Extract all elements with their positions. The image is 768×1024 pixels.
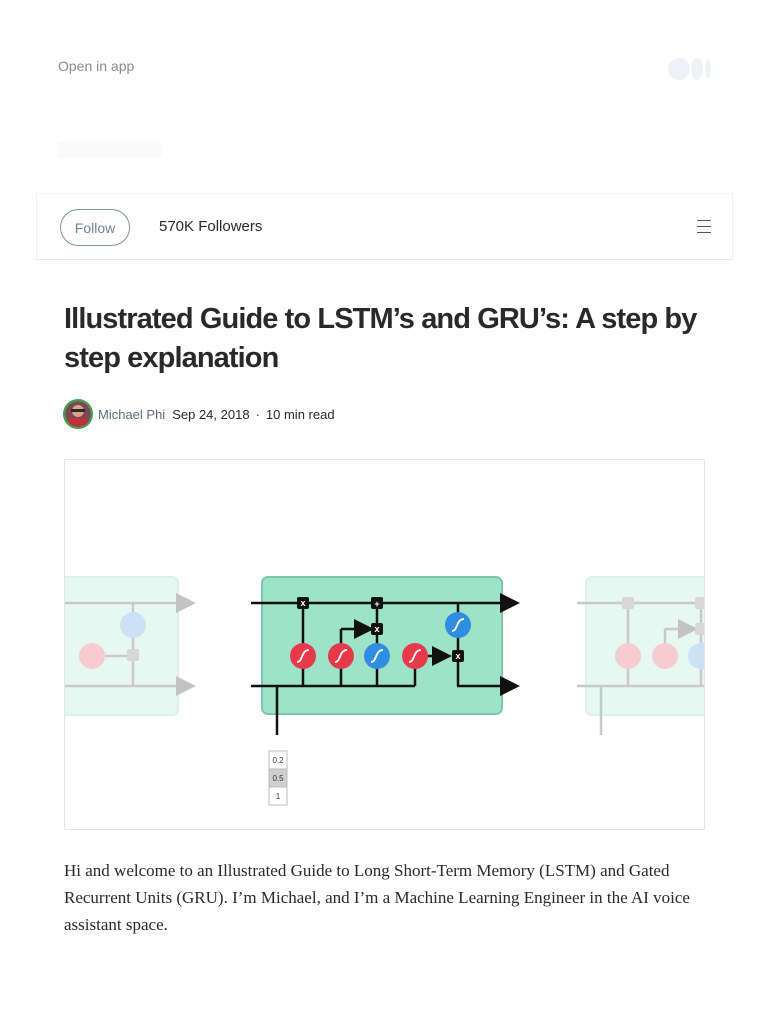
input-vector [269,751,287,805]
author-avatar[interactable] [63,399,93,429]
input-value-3: 1 [275,792,281,801]
open-in-app-link[interactable]: Open in app [58,58,135,74]
publication-wordmark-icon [58,138,168,162]
followers-count[interactable]: 570K Followers [159,218,263,235]
follow-button[interactable]: Follow [60,209,130,246]
article-title: Illustrated Guide to LSTM’s and GRU’s: A step by step explanation [64,303,697,374]
article-figure [64,459,705,830]
multiply-op-forget: x [300,598,306,608]
previous-lstm-cell [65,577,191,715]
top-bar [0,0,768,130]
lstm-diagram [65,460,705,830]
publication-bar [36,193,733,260]
hamburger-menu-icon[interactable] [697,220,711,236]
multiply-op-output: x [455,651,461,661]
meta-separator: · [255,406,260,422]
publish-date[interactable]: Sep 24, 2018 [172,406,250,422]
input-value-2: 0.5 [272,774,284,783]
author-name[interactable]: Michael Phi [98,406,166,422]
main-lstm-cell [251,577,515,805]
medium-logo-icon[interactable] [668,57,714,81]
read-time: 10 min read [265,406,335,422]
next-lstm-cell [577,577,705,735]
byline [63,398,335,430]
add-op: + [374,599,380,609]
article-intro-paragraph: Hi and welcome to an Illustrated Guide to Long Short-Term Memory (LSTM) and Gated Recurrent Units (GRU). I’m Michael, and I’m a Machine Learning Engineer in the AI voice assistant space. [64,861,690,934]
publication-logo[interactable] [58,138,168,168]
input-value-1: 0.2 [272,756,284,765]
multiply-op-input: x [374,624,380,634]
